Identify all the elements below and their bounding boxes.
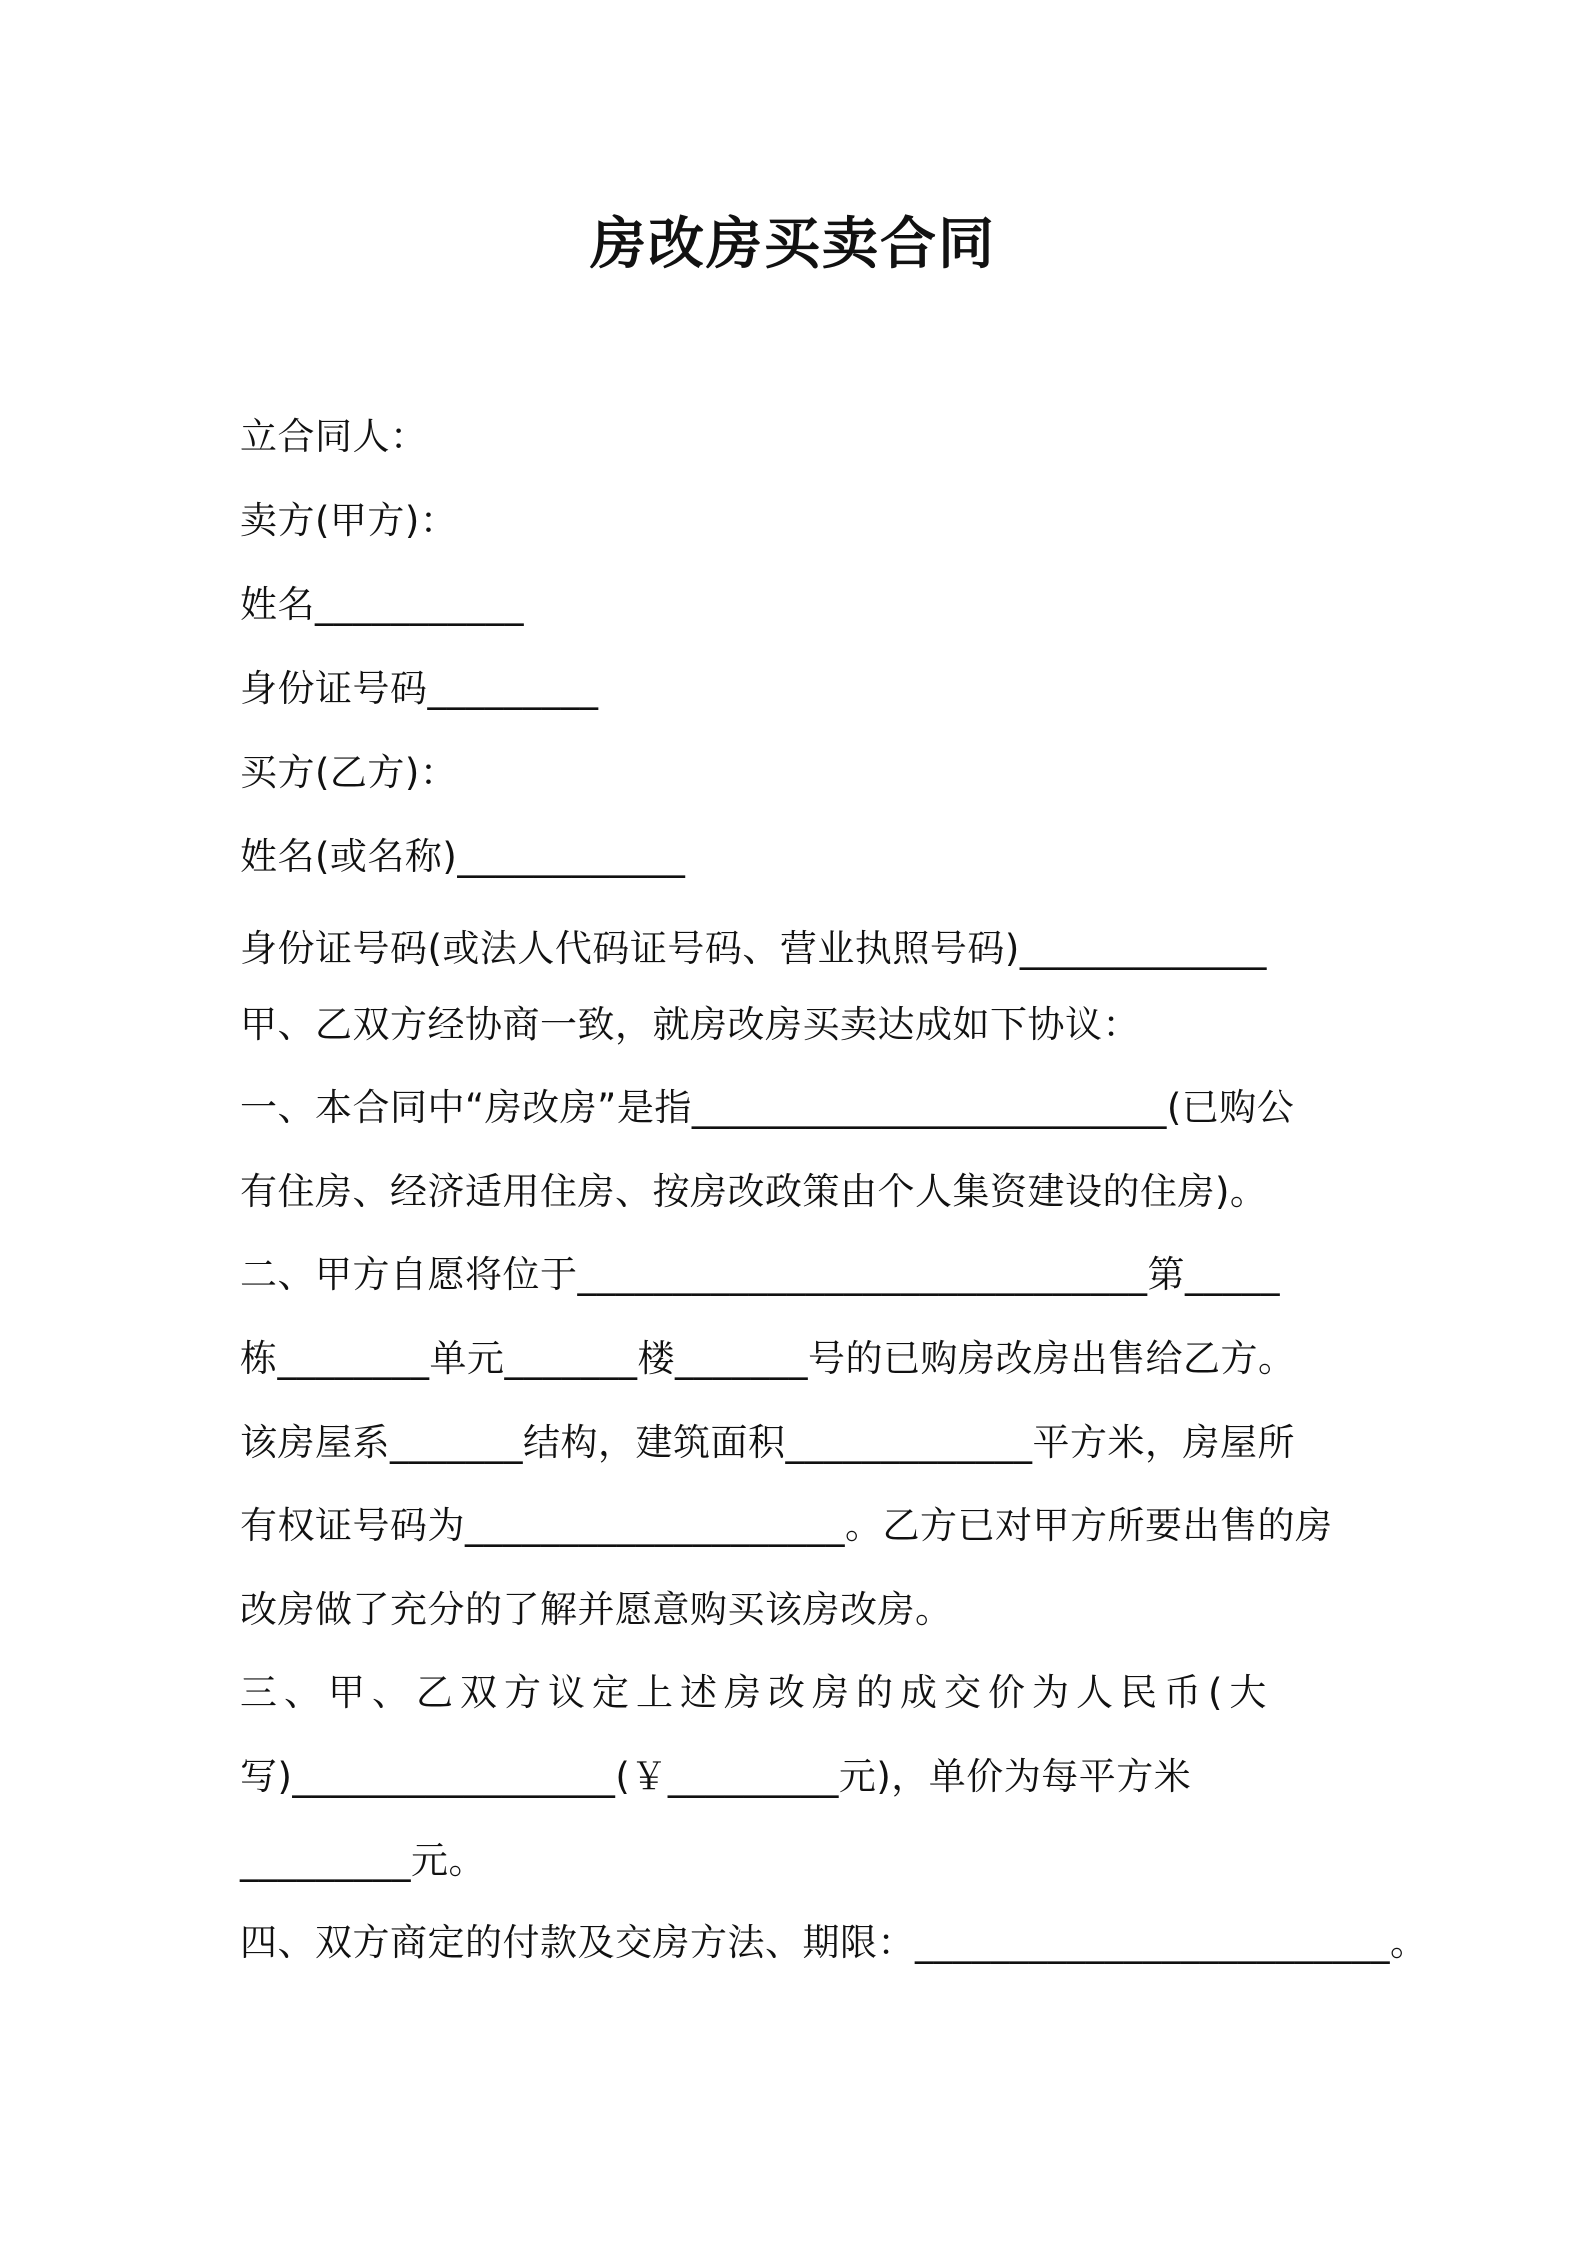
clause-2-line-1: 二、甲方自愿将位于______________________________第_____ [240, 1253, 1280, 1296]
buyer-name-field: 姓名(或名称)____________ [240, 835, 686, 878]
seller-label: 卖方(甲方)： [240, 499, 458, 542]
clause-3-line-3: _________元。 [240, 1839, 486, 1882]
clause-3-line-1: 三、甲、乙双方议定上述房改房的成交价为人民币(大 [240, 1671, 1274, 1714]
clause-2-line-5: 改房做了充分的了解并愿意购买该房改房。 [240, 1588, 953, 1631]
party-heading: 立合同人： [240, 415, 428, 458]
agreement-intro: 甲、乙双方经协商一致，就房改房买卖达成如下协议： [240, 1003, 1140, 1046]
buyer-label: 买方(乙方)： [240, 751, 458, 794]
clause-1-line-2: 有住房、经济适用住房、按房改政策由个人集资建设的住房)。 [240, 1170, 1268, 1213]
document-title: 房改房买卖合同 [590, 212, 996, 277]
clause-4-line-1: 四、双方商定的付款及交房方法、期限：_________________________。 [240, 1921, 1428, 1964]
seller-id-field: 身份证号码_________ [240, 667, 599, 710]
seller-name-field: 姓名___________ [240, 583, 524, 626]
clause-3-line-2: 写)_________________(￥_________元)，单价为每平方米 [240, 1755, 1192, 1798]
clause-2-line-2: 栋________单元_______楼_______号的已购房改房出售给乙方。 [240, 1337, 1296, 1380]
clause-1-line-1: 一、本合同中“房改房”是指_________________________(已购公 [240, 1086, 1295, 1129]
clause-2-line-3: 该房屋系_______结构，建筑面积_____________平方米，房屋所 [240, 1421, 1295, 1464]
clause-2-line-4: 有权证号码为____________________。乙方已对甲方所要出售的房 [240, 1504, 1333, 1547]
buyer-id-field: 身份证号码(或法人代码证号码、营业执照号码)_____________ [240, 927, 1267, 970]
